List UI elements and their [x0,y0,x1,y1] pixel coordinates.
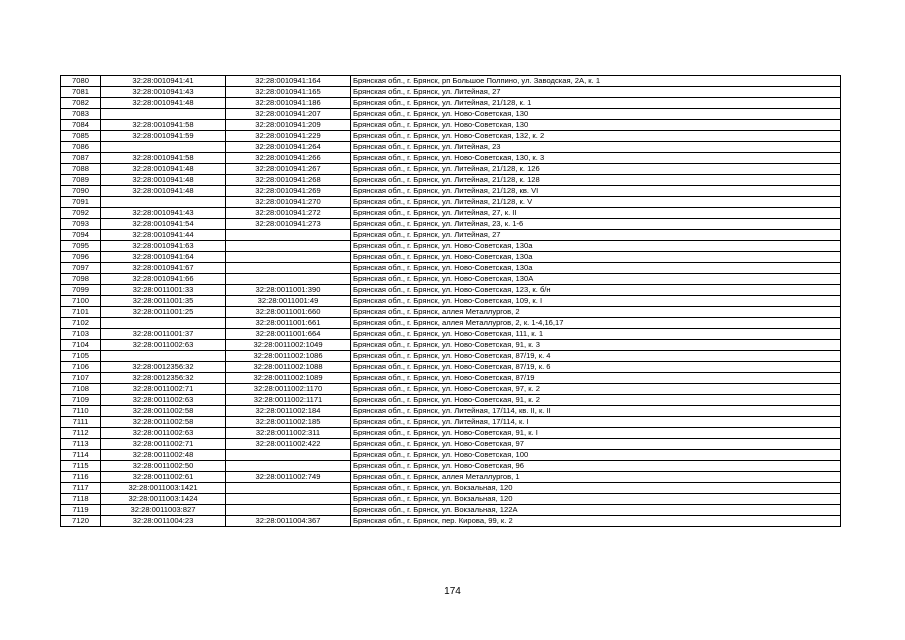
row-number-cell: 7087 [61,153,101,164]
building-cadastral-number-cell: 32:28:0010941:268 [226,175,351,186]
address-cell: Брянская обл., г. Брянск, ул. Литейная, 27 [351,87,841,98]
address-cell: Брянская обл., г. Брянск, ул. Вокзальная, 120 [351,483,841,494]
land-cadastral-number-cell: 32:28:0011002:63 [101,428,226,439]
building-cadastral-number-cell: 32:28:0010941:209 [226,120,351,131]
address-cell: Брянская обл., г. Брянск, рп Большое Полпино, ул. Заводская, 2А, к. 1 [351,76,841,87]
land-cadastral-number-cell: 32:28:0011002:71 [101,384,226,395]
registry-table [60,75,841,527]
land-cadastral-number-cell: 32:28:0011001:25 [101,307,226,318]
building-cadastral-number-cell [226,483,351,494]
land-cadastral-number-cell: 32:28:0010941:48 [101,175,226,186]
address-cell: Брянская обл., г. Брянск, ул. Ново-Советская, 130А [351,274,841,285]
address-cell: Брянская обл., г. Брянск, аллея Металлургов, 2 [351,307,841,318]
land-cadastral-number-cell: 32:28:0011003:1421 [101,483,226,494]
building-cadastral-number-cell: 32:28:0011001:49 [226,296,351,307]
row-number-cell: 7118 [61,494,101,505]
row-number-cell: 7109 [61,395,101,406]
building-cadastral-number-cell [226,230,351,241]
land-cadastral-number-cell: 32:28:0010941:64 [101,252,226,263]
building-cadastral-number-cell [226,450,351,461]
table-row [61,384,841,395]
address-cell: Брянская обл., г. Брянск, ул. Литейная, 17/114, к. I [351,417,841,428]
address-cell: Брянская обл., г. Брянск, ул. Ново-Советская, 132, к. 2 [351,131,841,142]
land-cadastral-number-cell: 32:28:0010941:67 [101,263,226,274]
land-cadastral-number-cell: 32:28:0011002:63 [101,395,226,406]
table-row [61,417,841,428]
land-cadastral-number-cell: 32:28:0010941:44 [101,230,226,241]
land-cadastral-number-cell: 32:28:0010941:48 [101,186,226,197]
building-cadastral-number-cell: 32:28:0010941:164 [226,76,351,87]
land-cadastral-number-cell: 32:28:0011002:61 [101,472,226,483]
address-cell: Брянская обл., г. Брянск, пер. Кирова, 99, к. 2 [351,516,841,527]
table-row [61,362,841,373]
address-cell: Брянская обл., г. Брянск, ул. Вокзальная, 120 [351,494,841,505]
address-cell: Брянская обл., г. Брянск, ул. Ново-Советская, 130 [351,109,841,120]
land-cadastral-number-cell: 32:28:0011002:58 [101,406,226,417]
address-cell: Брянская обл., г. Брянск, ул. Ново-Советская, 91, к. 2 [351,395,841,406]
building-cadastral-number-cell: 32:28:0011001:664 [226,329,351,340]
address-cell: Брянская обл., г. Брянск, аллея Металлургов, 1 [351,472,841,483]
table-row [61,131,841,142]
land-cadastral-number-cell: 32:28:0010941:58 [101,120,226,131]
row-number-cell: 7104 [61,340,101,351]
address-cell: Брянская обл., г. Брянск, ул. Ново-Советская, 100 [351,450,841,461]
table-row [61,516,841,527]
land-cadastral-number-cell: 32:28:0011002:63 [101,340,226,351]
land-cadastral-number-cell: 32:28:0011003:1424 [101,494,226,505]
address-cell: Брянская обл., г. Брянск, ул. Литейная, 27 [351,230,841,241]
table-row [61,274,841,285]
table-row [61,307,841,318]
building-cadastral-number-cell [226,263,351,274]
building-cadastral-number-cell: 32:28:0010941:207 [226,109,351,120]
row-number-cell: 7112 [61,428,101,439]
table-row [61,164,841,175]
table-row [61,76,841,87]
land-cadastral-number-cell: 32:28:0010941:48 [101,98,226,109]
address-cell: Брянская обл., г. Брянск, ул. Ново-Советская, 130а [351,263,841,274]
row-number-cell: 7096 [61,252,101,263]
row-number-cell: 7080 [61,76,101,87]
row-number-cell: 7089 [61,175,101,186]
row-number-cell: 7088 [61,164,101,175]
land-cadastral-number-cell [101,318,226,329]
table-row [61,318,841,329]
building-cadastral-number-cell: 32:28:0010941:229 [226,131,351,142]
address-cell: Брянская обл., г. Брянск, аллея Металлургов, 2, к. 1-4,16,17 [351,318,841,329]
land-cadastral-number-cell: 32:28:0011001:37 [101,329,226,340]
building-cadastral-number-cell: 32:28:0011002:1089 [226,373,351,384]
row-number-cell: 7114 [61,450,101,461]
row-number-cell: 7115 [61,461,101,472]
building-cadastral-number-cell [226,241,351,252]
row-number-cell: 7099 [61,285,101,296]
building-cadastral-number-cell: 32:28:0011002:1088 [226,362,351,373]
table-row [61,329,841,340]
building-cadastral-number-cell: 32:28:0011002:749 [226,472,351,483]
building-cadastral-number-cell: 32:28:0011002:1170 [226,384,351,395]
row-number-cell: 7113 [61,439,101,450]
address-cell: Брянская обл., г. Брянск, ул. Ново-Советская, 91, к. I [351,428,841,439]
address-cell: Брянская обл., г. Брянск, ул. Ново-Советская, 130, к. 3 [351,153,841,164]
row-number-cell: 7116 [61,472,101,483]
table-row [61,109,841,120]
address-cell: Брянская обл., г. Брянск, ул. Ново-Советская, 130а [351,252,841,263]
building-cadastral-number-cell: 32:28:0011001:660 [226,307,351,318]
land-cadastral-number-cell: 32:28:0011004:23 [101,516,226,527]
address-cell: Брянская обл., г. Брянск, ул. Литейная, 23 [351,142,841,153]
table-row [61,494,841,505]
address-cell: Брянская обл., г. Брянск, ул. Ново-Советская, 123, к. б/н [351,285,841,296]
table-row [61,208,841,219]
building-cadastral-number-cell: 32:28:0011004:367 [226,516,351,527]
table-row [61,175,841,186]
row-number-cell: 7093 [61,219,101,230]
row-number-cell: 7101 [61,307,101,318]
table-row [61,263,841,274]
building-cadastral-number-cell: 32:28:0011002:422 [226,439,351,450]
table-row [61,340,841,351]
building-cadastral-number-cell: 32:28:0010941:264 [226,142,351,153]
row-number-cell: 7081 [61,87,101,98]
table-row [61,285,841,296]
building-cadastral-number-cell: 32:28:0010941:270 [226,197,351,208]
address-cell: Брянская обл., г. Брянск, ул. Ново-Советская, 130 [351,120,841,131]
building-cadastral-number-cell: 32:28:0011002:1171 [226,395,351,406]
address-cell: Брянская обл., г. Брянск, ул. Ново-Советская, 96 [351,461,841,472]
row-number-cell: 7110 [61,406,101,417]
row-number-cell: 7090 [61,186,101,197]
row-number-cell: 7086 [61,142,101,153]
table-row [61,153,841,164]
row-number-cell: 7117 [61,483,101,494]
table-row [61,406,841,417]
building-cadastral-number-cell: 32:28:0010941:165 [226,87,351,98]
land-cadastral-number-cell: 32:28:0011003:827 [101,505,226,516]
land-cadastral-number-cell: 32:28:0010941:63 [101,241,226,252]
address-cell: Брянская обл., г. Брянск, ул. Литейная, 17/114, кв. II, к. II [351,406,841,417]
table-row [61,87,841,98]
table-row [61,450,841,461]
row-number-cell: 7120 [61,516,101,527]
land-cadastral-number-cell: 32:28:0011001:33 [101,285,226,296]
address-cell: Брянская обл., г. Брянск, ул. Литейная, 21/128, к. 1 [351,98,841,109]
row-number-cell: 7092 [61,208,101,219]
building-cadastral-number-cell [226,494,351,505]
building-cadastral-number-cell: 32:28:0011002:185 [226,417,351,428]
building-cadastral-number-cell: 32:28:0011001:661 [226,318,351,329]
land-cadastral-number-cell [101,142,226,153]
building-cadastral-number-cell: 32:28:0010941:266 [226,153,351,164]
table-row [61,296,841,307]
row-number-cell: 7105 [61,351,101,362]
building-cadastral-number-cell [226,274,351,285]
land-cadastral-number-cell [101,351,226,362]
row-number-cell: 7107 [61,373,101,384]
row-number-cell: 7084 [61,120,101,131]
land-cadastral-number-cell [101,109,226,120]
address-cell: Брянская обл., г. Брянск, ул. Литейная, 21/128, кв. VI [351,186,841,197]
land-cadastral-number-cell: 32:28:0010941:54 [101,219,226,230]
registry-table-body [61,76,841,527]
table-row [61,252,841,263]
address-cell: Брянская обл., г. Брянск, ул. Литейная, 21/128, к. 128 [351,175,841,186]
address-cell: Брянская обл., г. Брянск, ул. Ново-Советская, 91, к. 3 [351,340,841,351]
land-cadastral-number-cell: 32:28:0010941:41 [101,76,226,87]
address-cell: Брянская обл., г. Брянск, ул. Ново-Советская, 130а [351,241,841,252]
land-cadastral-number-cell: 32:28:0011002:71 [101,439,226,450]
table-row [61,120,841,131]
land-cadastral-number-cell: 32:28:0010941:48 [101,164,226,175]
land-cadastral-number-cell: 32:28:0011001:35 [101,296,226,307]
building-cadastral-number-cell: 32:28:0010941:186 [226,98,351,109]
building-cadastral-number-cell: 32:28:0011002:311 [226,428,351,439]
building-cadastral-number-cell: 32:28:0011002:1049 [226,340,351,351]
address-cell: Брянская обл., г. Брянск, ул. Ново-Советская, 87/19, к. 4 [351,351,841,362]
table-row [61,472,841,483]
building-cadastral-number-cell [226,252,351,263]
address-cell: Брянская обл., г. Брянск, ул. Литейная, 21/128, к. V [351,197,841,208]
address-cell: Брянская обл., г. Брянск, ул. Ново-Советская, 109, к. I [351,296,841,307]
address-cell: Брянская обл., г. Брянск, ул. Литейная, 27, к. II [351,208,841,219]
land-cadastral-number-cell: 32:28:0010941:66 [101,274,226,285]
land-cadastral-number-cell: 32:28:0011002:50 [101,461,226,472]
address-cell: Брянская обл., г. Брянск, ул. Ново-Советская, 97, к. 2 [351,384,841,395]
land-cadastral-number-cell [101,197,226,208]
land-cadastral-number-cell: 32:28:0011002:58 [101,417,226,428]
table-row [61,197,841,208]
row-number-cell: 7095 [61,241,101,252]
table-row [61,351,841,362]
row-number-cell: 7085 [61,131,101,142]
table-row [61,395,841,406]
building-cadastral-number-cell [226,461,351,472]
row-number-cell: 7083 [61,109,101,120]
row-number-cell: 7108 [61,384,101,395]
table-row [61,142,841,153]
table-row [61,230,841,241]
building-cadastral-number-cell: 32:28:0011002:1086 [226,351,351,362]
row-number-cell: 7102 [61,318,101,329]
table-row [61,428,841,439]
row-number-cell: 7106 [61,362,101,373]
row-number-cell: 7111 [61,417,101,428]
page-number: 174 [444,586,461,597]
land-cadastral-number-cell: 32:28:0012356:32 [101,373,226,384]
table-row [61,98,841,109]
building-cadastral-number-cell [226,505,351,516]
table-row [61,219,841,230]
table-row [61,373,841,384]
address-cell: Брянская обл., г. Брянск, ул. Литейная, 21/128, к. 126 [351,164,841,175]
row-number-cell: 7082 [61,98,101,109]
address-cell: Брянская обл., г. Брянск, ул. Ново-Советская, 87/19 [351,373,841,384]
land-cadastral-number-cell: 32:28:0010941:59 [101,131,226,142]
building-cadastral-number-cell: 32:28:0010941:273 [226,219,351,230]
row-number-cell: 7100 [61,296,101,307]
table-row [61,505,841,516]
address-cell: Брянская обл., г. Брянск, ул. Литейная, 23, к. 1-6 [351,219,841,230]
table-row [61,439,841,450]
row-number-cell: 7094 [61,230,101,241]
building-cadastral-number-cell: 32:28:0011001:390 [226,285,351,296]
address-cell: Брянская обл., г. Брянск, ул. Вокзальная, 122А [351,505,841,516]
building-cadastral-number-cell: 32:28:0011002:184 [226,406,351,417]
table-row [61,483,841,494]
row-number-cell: 7097 [61,263,101,274]
building-cadastral-number-cell: 32:28:0010941:272 [226,208,351,219]
address-cell: Брянская обл., г. Брянск, ул. Ново-Советская, 87/19, к. 6 [351,362,841,373]
land-cadastral-number-cell: 32:28:0010941:58 [101,153,226,164]
table-row [61,241,841,252]
row-number-cell: 7098 [61,274,101,285]
land-cadastral-number-cell: 32:28:0010941:43 [101,208,226,219]
land-cadastral-number-cell: 32:28:0011002:48 [101,450,226,461]
row-number-cell: 7119 [61,505,101,516]
row-number-cell: 7091 [61,197,101,208]
address-cell: Брянская обл., г. Брянск, ул. Ново-Советская, 111, к. 1 [351,329,841,340]
building-cadastral-number-cell: 32:28:0010941:269 [226,186,351,197]
land-cadastral-number-cell: 32:28:0012356:32 [101,362,226,373]
table-row [61,461,841,472]
address-cell: Брянская обл., г. Брянск, ул. Ново-Советская, 97 [351,439,841,450]
table-row [61,186,841,197]
row-number-cell: 7103 [61,329,101,340]
building-cadastral-number-cell: 32:28:0010941:267 [226,164,351,175]
land-cadastral-number-cell: 32:28:0010941:43 [101,87,226,98]
